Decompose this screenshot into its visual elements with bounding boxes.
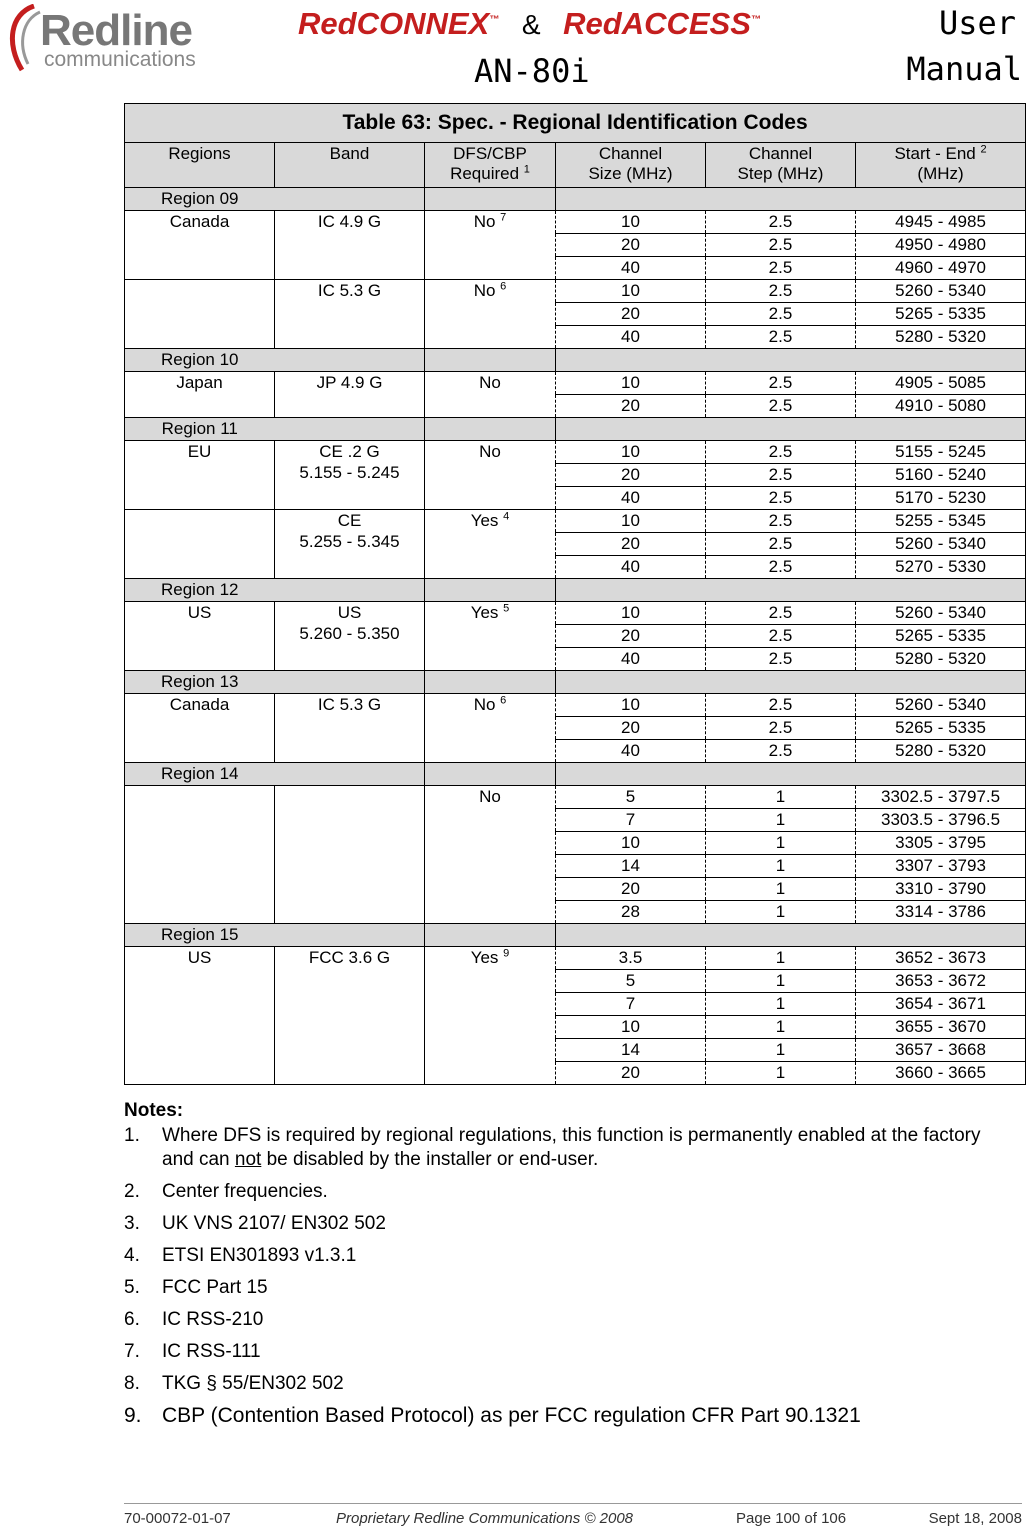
channel-size-cell: 20 <box>556 717 706 740</box>
region-blank <box>556 349 1026 372</box>
region-blank <box>425 924 556 947</box>
region-blank <box>275 924 425 947</box>
band-cell: IC 4.9 G <box>275 211 425 280</box>
channel-step-cell: 2.5 <box>706 441 856 464</box>
region-row <box>125 188 1026 211</box>
table-row <box>125 694 1026 717</box>
band-cell: CE 5.255 - 5.345 <box>275 510 425 579</box>
start-end-cell: 5260 - 5340 <box>856 533 1026 556</box>
channel-step-cell: 2.5 <box>706 717 856 740</box>
channel-step-cell: 2.5 <box>706 326 856 349</box>
dfs-cell: No <box>425 786 556 924</box>
logo-sub: communications <box>44 48 196 71</box>
note-item: 6. IC RSS-210 <box>124 1309 264 1330</box>
region-cell: Japan <box>125 372 275 418</box>
band-cell: JP 4.9 G <box>275 372 425 418</box>
note-item: 5. FCC Part 15 <box>124 1277 268 1298</box>
channel-step-cell: 1 <box>706 878 856 901</box>
start-end-cell: 3310 - 3790 <box>856 878 1026 901</box>
region-cell <box>125 510 275 579</box>
table-header-row <box>125 143 1026 188</box>
region-blank <box>556 188 1026 211</box>
region-row <box>125 418 1026 441</box>
channel-step-cell: 2.5 <box>706 464 856 487</box>
channel-step-cell: 2.5 <box>706 234 856 257</box>
region-row <box>125 349 1026 372</box>
note-item: 8. TKG § 55/EN302 502 <box>124 1373 344 1394</box>
start-end-cell: 4905 - 5085 <box>856 372 1026 395</box>
region-blank <box>425 188 556 211</box>
channel-step-cell: 1 <box>706 1039 856 1062</box>
start-end-cell: 3314 - 3786 <box>856 901 1026 924</box>
table-row <box>125 602 1026 625</box>
start-end-cell: 5270 - 5330 <box>856 556 1026 579</box>
region-cell: US <box>125 947 275 1085</box>
region-label: Region 15 <box>125 924 275 947</box>
channel-size-cell: 14 <box>556 1039 706 1062</box>
channel-size-cell: 40 <box>556 487 706 510</box>
start-end-cell: 5280 - 5320 <box>856 326 1026 349</box>
channel-step-cell: 2.5 <box>706 211 856 234</box>
start-end-cell: 3657 - 3668 <box>856 1039 1026 1062</box>
channel-step-cell: 1 <box>706 809 856 832</box>
region-blank <box>425 763 556 786</box>
channel-step-cell: 2.5 <box>706 602 856 625</box>
start-end-cell: 3654 - 3671 <box>856 993 1026 1016</box>
channel-step-cell: 1 <box>706 1062 856 1085</box>
start-end-cell: 3307 - 3793 <box>856 855 1026 878</box>
region-blank <box>275 349 425 372</box>
channel-size-cell: 5 <box>556 970 706 993</box>
channel-step-cell: 2.5 <box>706 395 856 418</box>
channel-size-cell: 10 <box>556 602 706 625</box>
header-manual: Manual <box>906 50 1022 88</box>
start-end-cell: 3303.5 - 3796.5 <box>856 809 1026 832</box>
channel-size-cell: 20 <box>556 625 706 648</box>
start-end-cell: 5260 - 5340 <box>856 602 1026 625</box>
channel-size-cell: 28 <box>556 901 706 924</box>
start-end-cell: 5280 - 5320 <box>856 648 1026 671</box>
channel-size-cell: 20 <box>556 303 706 326</box>
note-item: 9. CBP (Contention Based Protocol) as per FCC regulation CFR Part 90.1321 <box>124 1404 861 1427</box>
channel-size-cell: 20 <box>556 1062 706 1085</box>
redline-logo <box>4 4 209 74</box>
start-end-cell: 5260 - 5340 <box>856 280 1026 303</box>
start-end-cell: 5160 - 5240 <box>856 464 1026 487</box>
start-end-cell: 5265 - 5335 <box>856 717 1026 740</box>
dfs-cell: Yes $^5$ <box>425 602 556 671</box>
start-end-cell: 5265 - 5335 <box>856 303 1026 326</box>
col-start-end: Start - End $^2$ (MHz) <box>856 143 1026 188</box>
channel-step-cell: 2.5 <box>706 257 856 280</box>
col-band: Band <box>275 143 425 188</box>
dfs-cell: Yes $^9$ <box>425 947 556 1085</box>
dfs-cell: No $^6$ <box>425 694 556 763</box>
region-blank <box>556 671 1026 694</box>
region-blank <box>275 418 425 441</box>
channel-size-cell: 5 <box>556 786 706 809</box>
channel-step-cell: 2.5 <box>706 372 856 395</box>
footer-doc-number: 70-00072-01-07 <box>124 1510 231 1527</box>
table-row <box>125 510 1026 533</box>
footer-page: Page 100 of 106 <box>736 1510 847 1527</box>
notes-section <box>124 1100 1014 1436</box>
region-cell: Canada <box>125 694 275 763</box>
region-blank <box>275 579 425 602</box>
table-title: Table 63: Spec. - Regional Identification Codes <box>125 104 1026 143</box>
dfs-cell: No $^7$ <box>425 211 556 280</box>
region-blank <box>275 763 425 786</box>
start-end-cell: 3660 - 3665 <box>856 1062 1026 1085</box>
note-item: 3. UK VNS 2107/ EN302 502 <box>124 1213 386 1234</box>
table-row <box>125 280 1026 303</box>
notes-title: Notes: <box>124 1100 184 1121</box>
channel-size-cell: 14 <box>556 855 706 878</box>
region-blank <box>275 188 425 211</box>
start-end-cell: 3652 - 3673 <box>856 947 1026 970</box>
channel-size-cell: 10 <box>556 280 706 303</box>
channel-size-cell: 7 <box>556 809 706 832</box>
table-row <box>125 786 1026 809</box>
channel-step-cell: 1 <box>706 947 856 970</box>
model-name: AN-80i <box>474 52 590 90</box>
band-cell: IC 5.3 G <box>275 280 425 349</box>
footer-copyright: Proprietary Redline Communications © 2008 <box>336 1510 634 1527</box>
col-channel-size: Channel Size (MHz) <box>556 143 706 188</box>
start-end-cell: 5265 - 5335 <box>856 625 1026 648</box>
channel-step-cell: 2.5 <box>706 303 856 326</box>
region-blank <box>556 763 1026 786</box>
channel-step-cell: 2.5 <box>706 556 856 579</box>
channel-step-cell: 1 <box>706 832 856 855</box>
start-end-cell: 5260 - 5340 <box>856 694 1026 717</box>
region-blank <box>425 579 556 602</box>
col-regions: Regions <box>125 143 275 188</box>
channel-size-cell: 20 <box>556 533 706 556</box>
region-blank <box>425 671 556 694</box>
band-cell: IC 5.3 G <box>275 694 425 763</box>
channel-size-cell: 10 <box>556 832 706 855</box>
region-blank <box>556 418 1026 441</box>
channel-step-cell: 1 <box>706 901 856 924</box>
channel-step-cell: 1 <box>706 993 856 1016</box>
channel-step-cell: 1 <box>706 786 856 809</box>
region-label: Region 13 <box>125 671 275 694</box>
channel-size-cell: 20 <box>556 464 706 487</box>
band-cell <box>275 786 425 924</box>
start-end-cell: 5280 - 5320 <box>856 740 1026 763</box>
start-end-cell: 4910 - 5080 <box>856 395 1026 418</box>
table-row <box>125 211 1026 234</box>
channel-size-cell: 20 <box>556 878 706 901</box>
channel-step-cell: 2.5 <box>706 694 856 717</box>
region-row <box>125 763 1026 786</box>
start-end-cell: 5255 - 5345 <box>856 510 1026 533</box>
channel-step-cell: 1 <box>706 855 856 878</box>
start-end-cell: 3305 - 3795 <box>856 832 1026 855</box>
page-footer <box>124 1503 1022 1527</box>
note-item: 2. Center frequencies. <box>124 1181 328 1202</box>
start-end-cell: 4960 - 4970 <box>856 257 1026 280</box>
channel-size-cell: 7 <box>556 993 706 1016</box>
start-end-cell: 5155 - 5245 <box>856 441 1026 464</box>
col-dfs: DFS/CBP Required $^1$ <box>425 143 556 188</box>
start-end-cell: 4945 - 4985 <box>856 211 1026 234</box>
dfs-cell: No $^6$ <box>425 280 556 349</box>
channel-step-cell: 1 <box>706 1016 856 1039</box>
brand-names: RedCONNEX™ & RedACCESS™ <box>298 6 761 41</box>
region-label: Region 14 <box>125 763 275 786</box>
region-cell <box>125 280 275 349</box>
channel-step-cell: 2.5 <box>706 510 856 533</box>
brand-ampersand: & <box>521 9 541 40</box>
channel-step-cell: 2.5 <box>706 625 856 648</box>
region-label: Region 09 <box>125 188 275 211</box>
region-cell: Canada <box>125 211 275 280</box>
channel-size-cell: 20 <box>556 234 706 257</box>
band-cell: CE .2 G 5.155 - 5.245 <box>275 441 425 510</box>
start-end-cell: 3655 - 3670 <box>856 1016 1026 1039</box>
channel-size-cell: 10 <box>556 510 706 533</box>
channel-size-cell: 40 <box>556 648 706 671</box>
header-user: User <box>938 4 1016 42</box>
channel-step-cell: 2.5 <box>706 740 856 763</box>
start-end-cell: 3653 - 3672 <box>856 970 1026 993</box>
region-blank <box>275 671 425 694</box>
channel-step-cell: 1 <box>706 970 856 993</box>
channel-step-cell: 2.5 <box>706 280 856 303</box>
region-blank <box>425 418 556 441</box>
dfs-cell: No <box>425 372 556 418</box>
dfs-cell: Yes $^4$ <box>425 510 556 579</box>
region-label: Region 12 <box>125 579 275 602</box>
channel-size-cell: 10 <box>556 1016 706 1039</box>
col-channel-step: Channel Step (MHz) <box>706 143 856 188</box>
start-end-cell: 3302.5 - 3797.5 <box>856 786 1026 809</box>
region-cell <box>125 786 275 924</box>
channel-step-cell: 2.5 <box>706 533 856 556</box>
channel-size-cell: 40 <box>556 257 706 280</box>
region-cell: US <box>125 602 275 671</box>
channel-size-cell: 3.5 <box>556 947 706 970</box>
brand-redaccess: RedACCESS <box>563 6 751 41</box>
channel-size-cell: 10 <box>556 694 706 717</box>
band-cell: FCC 3.6 G <box>275 947 425 1085</box>
channel-size-cell: 40 <box>556 740 706 763</box>
region-row <box>125 924 1026 947</box>
table-row <box>125 372 1026 395</box>
region-blank <box>556 924 1026 947</box>
start-end-cell: 4950 - 4980 <box>856 234 1026 257</box>
region-cell: EU <box>125 441 275 510</box>
region-blank <box>425 349 556 372</box>
region-row <box>125 579 1026 602</box>
channel-size-cell: 20 <box>556 395 706 418</box>
note-item: 1. Where DFS is required by regional regulations, this function is permanently enabled at the factory and can not be disabled by the installer or end-user. <box>124 1125 981 1170</box>
footer-date: Sept 18, 2008 <box>928 1510 1022 1527</box>
region-blank <box>556 579 1026 602</box>
region-label: Region 10 <box>125 349 275 372</box>
channel-size-cell: 10 <box>556 441 706 464</box>
region-label: Region 11 <box>125 418 275 441</box>
channel-size-cell: 40 <box>556 326 706 349</box>
channel-step-cell: 2.5 <box>706 487 856 510</box>
channel-size-cell: 10 <box>556 211 706 234</box>
region-row <box>125 671 1026 694</box>
table-row <box>125 441 1026 464</box>
channel-size-cell: 40 <box>556 556 706 579</box>
note-item: 7. IC RSS-111 <box>124 1341 261 1362</box>
dfs-cell: No <box>425 441 556 510</box>
logo-word: Redline <box>40 6 192 55</box>
start-end-cell: 5170 - 5230 <box>856 487 1026 510</box>
channel-size-cell: 10 <box>556 372 706 395</box>
brand-redconnex: RedCONNEX <box>298 6 490 41</box>
note-item: 4. ETSI EN301893 v1.3.1 <box>124 1245 357 1266</box>
regional-codes-table <box>124 103 1026 1085</box>
table-row <box>125 947 1026 970</box>
band-cell: US 5.260 - 5.350 <box>275 602 425 671</box>
channel-step-cell: 2.5 <box>706 648 856 671</box>
